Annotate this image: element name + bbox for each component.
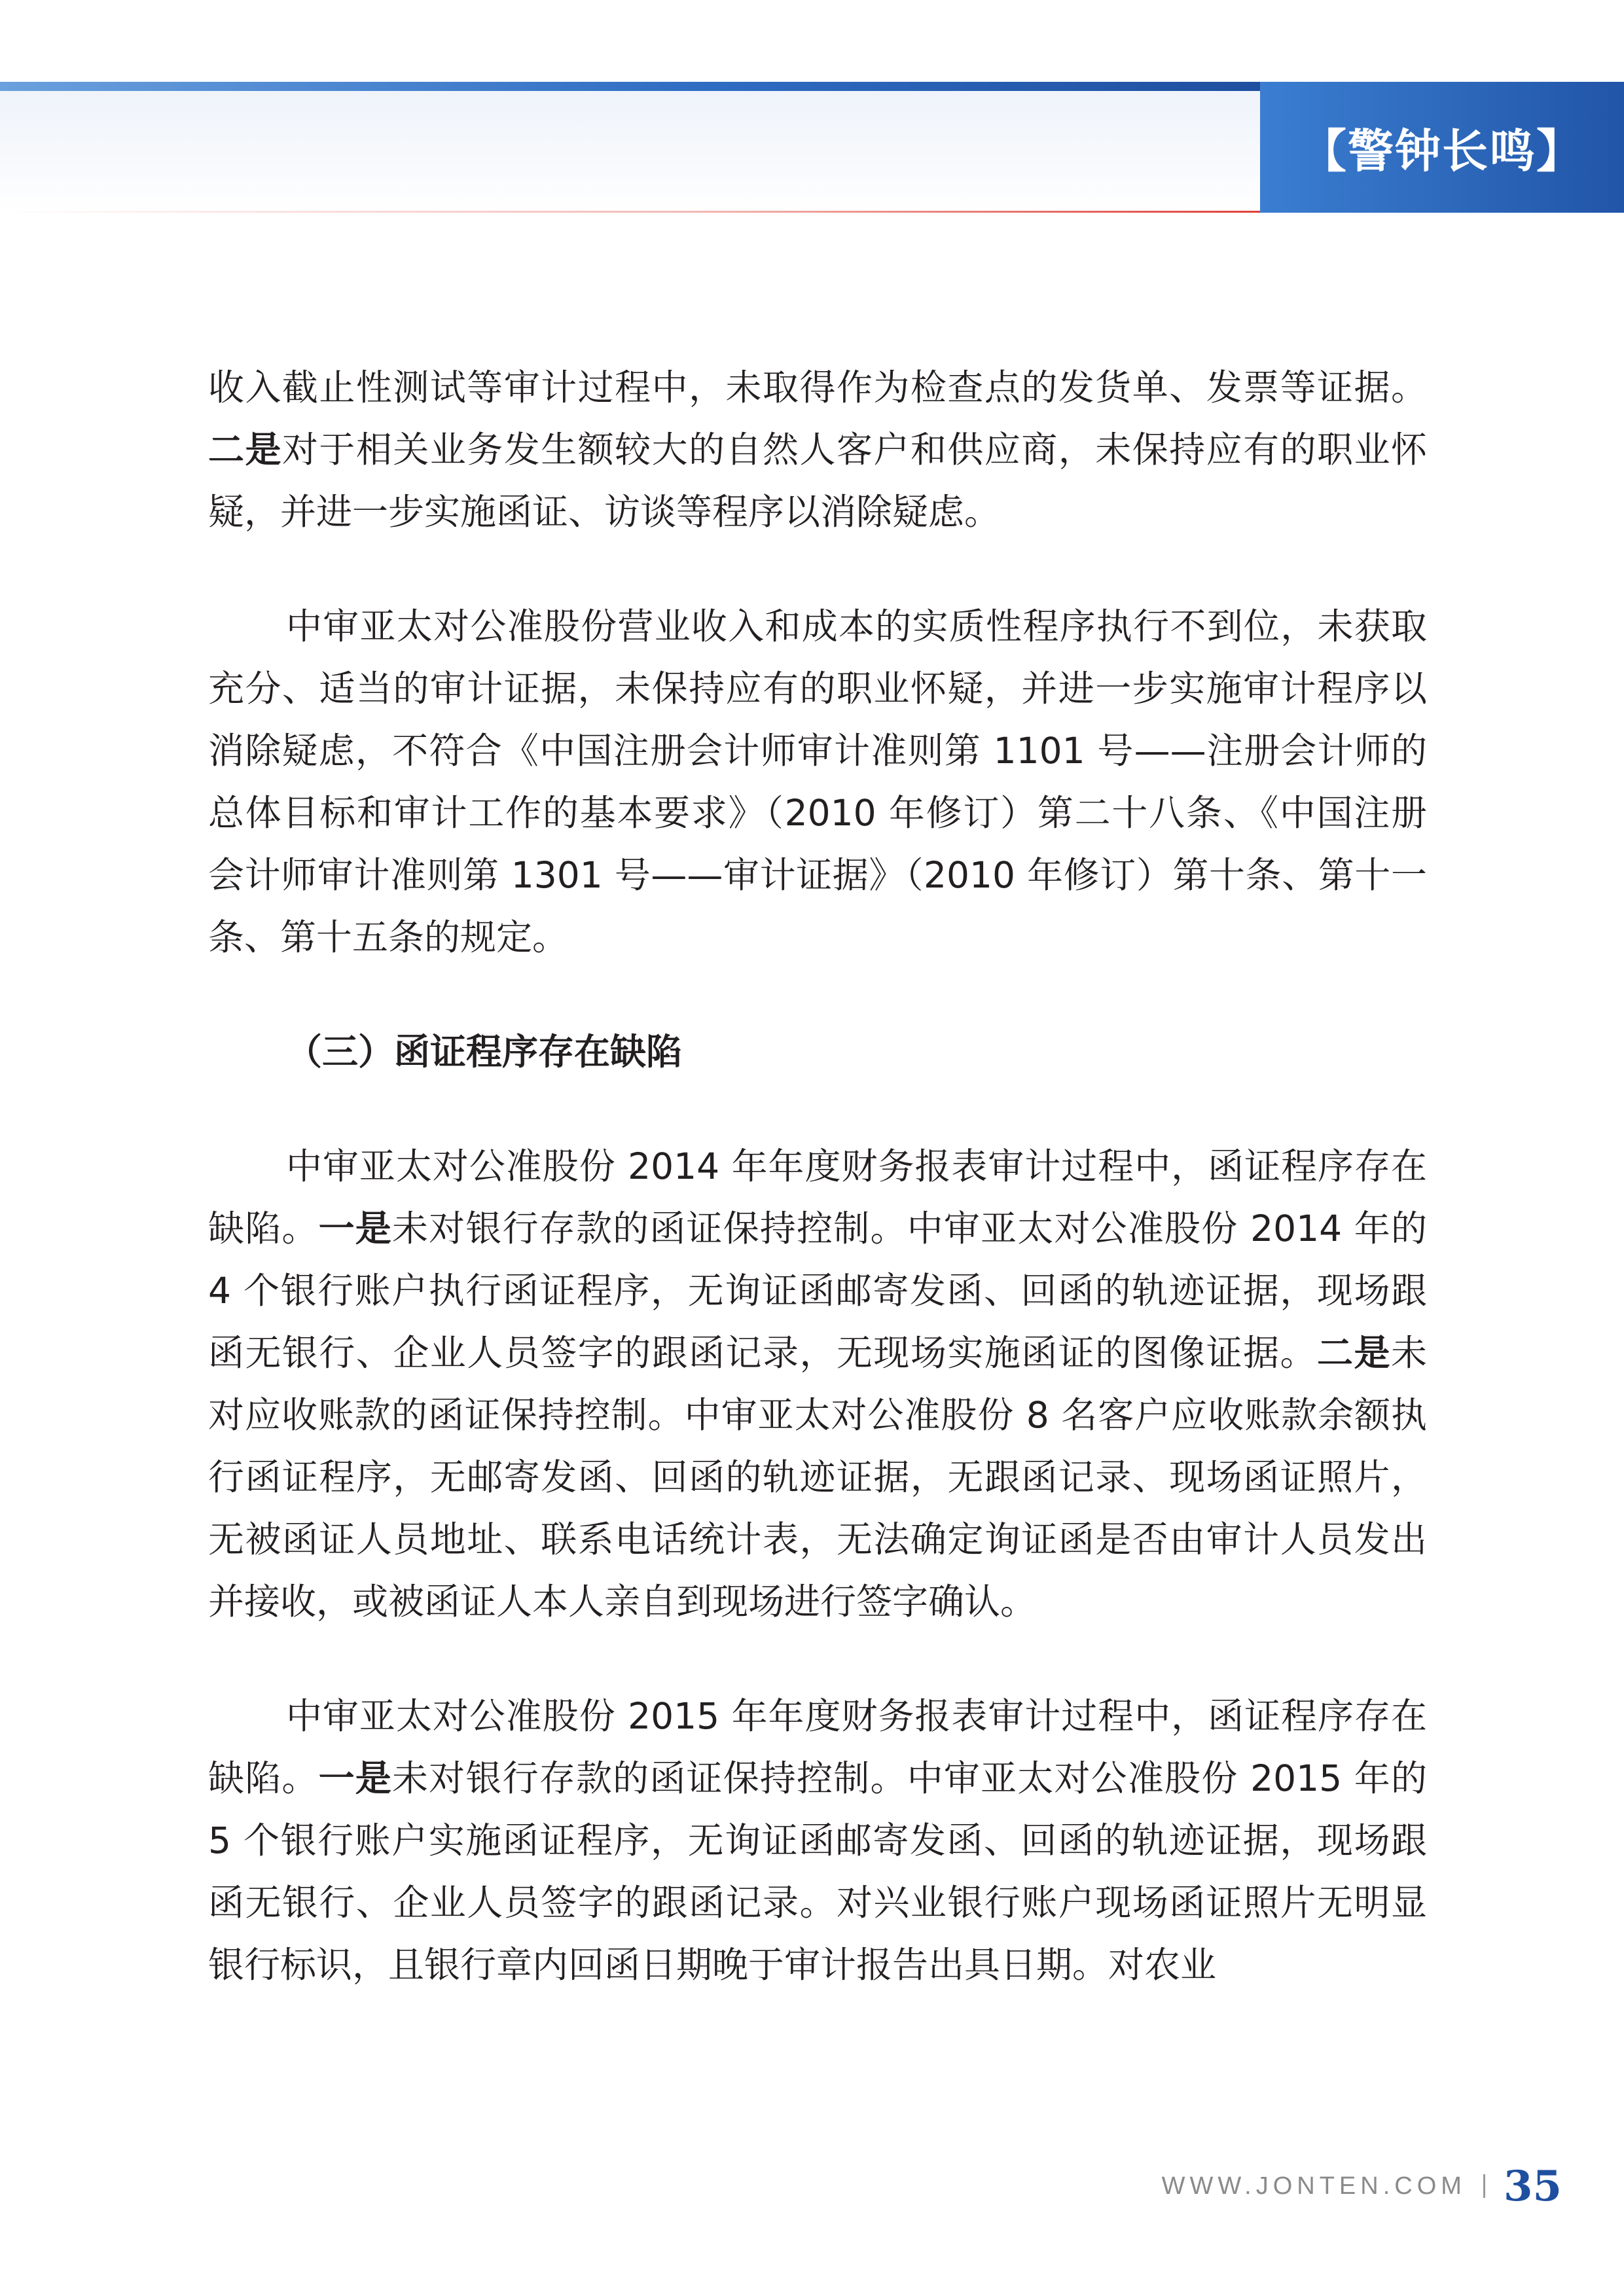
paragraph-3 [208,1136,1427,1633]
text-segment: 中审亚太对公准股份 2015 年年度财务报表审计过程中，函证程序存在缺陷。 [208,1695,1427,1799]
text-segment: 中审亚太对公准股份 2014 年年度财务报表审计过程中，函证程序存在缺陷。 [208,1145,1427,1249]
emphasis-segment: 一是 [318,1757,392,1799]
header-band [0,82,1260,213]
header-top-rule [0,82,1260,91]
text-segment: 未对应收账款的函证保持控制。中审亚太对公准股份 8 名客户应收账款余额执行函证程序，无邮寄发函、回函的轨迹证据，无跟函记录、现场函证照片，无被函证人员地址、联系电话统计表，无法确定询证函是否由审计人员发出并接收，或被函证人本人亲自到现场进行签字确认。 [208,1332,1427,1623]
page-footer [1162,2153,1562,2219]
section-badge [1260,82,1624,213]
emphasis-segment: 二是 [1317,1332,1391,1374]
paragraph-2 [208,596,1427,969]
website-url: WWW.JONTEN.COM [1161,2172,1466,2200]
paragraph-1 [208,357,1427,543]
section-label: 【警钟长鸣】 [1301,123,1583,178]
heading-text: （三）函证程序存在缺陷 [286,1031,683,1073]
footer-divider [1483,2174,1485,2198]
emphasis-segment: 一是 [318,1208,392,1249]
text-segment: 未对银行存款的函证保持控制。中审亚太对公准股份 2015 年的 5 个银行账户实施函证程序，无询证函邮寄发函、回函的轨迹证据，现场跟函无银行、企业人员签字的跟函记录。对兴业银行账户现场函证照片无明显银行标识，且银行章内回函日期晚于审计报告出具日期。对农业 [208,1757,1427,1986]
emphasis-segment: 二是 [208,429,282,471]
text-segment: 对于相关业务发生额较大的自然人客户和供应商，未保持应有的职业怀疑，并进一步实施函证、访谈等程序以消除疑虑。 [208,429,1427,533]
text-segment: 中审亚太对公准股份营业收入和成本的实质性程序执行不到位，未获取充分、适当的审计证据，未保持应有的职业怀疑，并进一步实施审计程序以消除疑虑，不符合《中国注册会计师审计准则第 1101 号——注册会计师的总体目标和审计工作的基本要求》（2010 年修订）第二十八条、《中国注册会计师审计准则第 1301 号——审计证据》（2010 年修订）第十条、第十一条、第十五条的规定。 [208,605,1427,958]
text-segment: 收入截止性测试等审计过程中，未取得作为检查点的发货单、发票等证据。 [208,367,1427,408]
paragraph-4 [208,1685,1427,1996]
text-segment: 未对银行存款的函证保持控制。中审亚太对公准股份 2014 年的 4 个银行账户执行函证程序，无询证函邮寄发函、回函的轨迹证据，现场跟函无银行、企业人员签字的跟函记录，无现场实施函证的图像证据。 [208,1208,1427,1374]
header-bottom-rule [0,211,1260,213]
section-heading [208,1021,1427,1083]
page-number: 35 [1503,2161,1562,2211]
article-body [208,357,1427,1996]
